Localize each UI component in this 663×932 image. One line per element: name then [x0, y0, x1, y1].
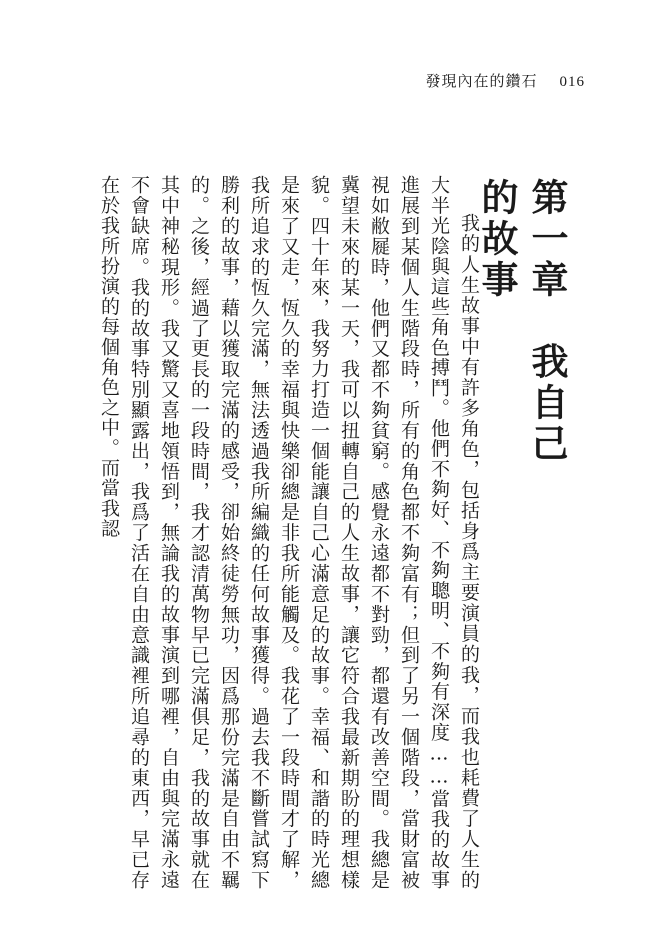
body-paragraph: 我的人生故事中有許多角色，包括身爲主要演員的我，而我也耗費了人生的大半光陰與這些角色搏鬥。他們不夠好、不夠聰明、不夠有深度……當我的故事進展到某個人生階段時，所有的角色都不夠富有；但到了另一個階段，當財富被視如敝屣時，他們又都不夠貧窮。感覺永遠都不對勁，都還有改善空間。我總是冀望未來的某一天，我可以扭轉自己的人生故事，讓它符合我最新期盼的理想樣貌。四十年來，我努力打造一個能讓自己心滿意足的故事。幸福、和諧的時光總是來了又走，恆久的幸福與快樂卻總是非我所能觸及。我花了一段時間才了解，我所追求的恆久完滿，無法透過我所編織的任何故事獲得。過去我不斷嘗試寫下勝利的故事，藉以獲取完滿的感受，卻始終徒勞無功，因爲那份完滿是自由不羈的。之後，經過了更長的一段時間，我才認清萬物早已完滿俱足，我的故事就在其中神秘現形。我又驚又喜地領悟到，無論我的故事演到哪裡，自由與完滿永遠不會缺席。我的故事特別顯露出，我爲了活在自由意識裡所追尋的東西，早已存在於我所扮演的每個角色之中。而當我認	[98, 175, 480, 890]
chapter-title: 第一章 我自己的故事	[475, 178, 569, 465]
chapter-body	[84, 175, 484, 890]
running-header	[425, 70, 585, 91]
book-title: 發現內在的鑽石	[425, 72, 538, 90]
page-number: 016	[559, 74, 585, 90]
